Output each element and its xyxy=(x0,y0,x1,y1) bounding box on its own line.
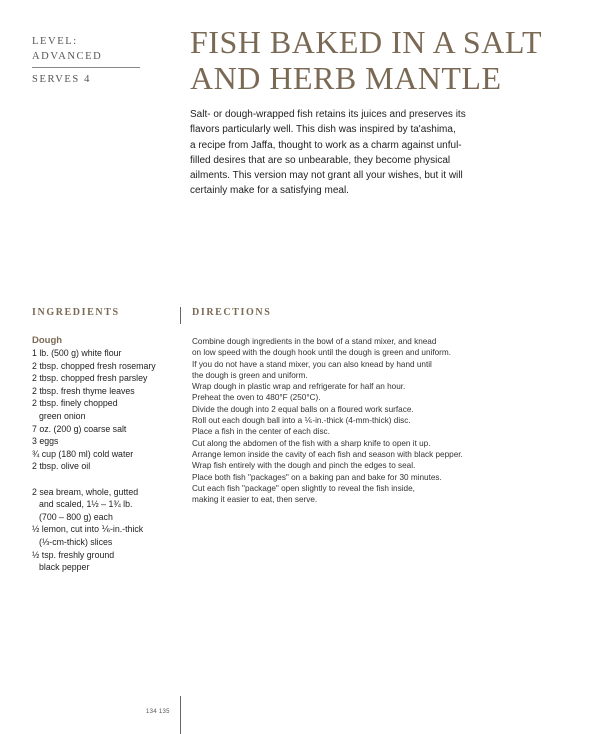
ingredients-heading: INGREDIENTS xyxy=(32,307,120,318)
ingredient-item: 1 lb. (500 g) white flour xyxy=(32,348,122,358)
direction-line: Wrap dough in plastic wrap and refrigerate for half an hour. xyxy=(192,382,406,392)
direction-line: Preheat the oven to 480°F (250°C). xyxy=(192,393,321,403)
intro-line: flavors particularly well. This dish was inspired by ta'ashima, xyxy=(190,124,456,136)
intro-paragraph xyxy=(190,107,508,199)
direction-line: the dough is green and uniform. xyxy=(192,370,308,380)
ingredient-spacer xyxy=(32,473,177,486)
footer-divider xyxy=(180,696,181,734)
direction-line: Place both fish "packages" on a baking pan and bake for 30 minutes. xyxy=(192,472,442,482)
direction-line: making it easier to eat, then serve. xyxy=(192,495,318,505)
recipe-meta xyxy=(32,34,140,90)
intro-line: filled desires that are so unbearable, they become physical xyxy=(190,154,451,166)
page-numbers: 134 135 xyxy=(146,709,170,715)
ingredient-item: (⅓-cm-thick) slices xyxy=(39,536,113,547)
direction-line: Cut along the abdomen of the fish with a sharp knife to open it up. xyxy=(192,438,431,448)
direction-line: Place a fish in the center of each disc. xyxy=(192,427,330,437)
direction-line: Divide the dough into 2 equal balls on a floured work surface. xyxy=(192,404,414,414)
intro-line: certainly make for a satisfying meal. xyxy=(190,185,349,197)
direction-line: Arrange lemon inside the cavity of each fish and season with black pepper. xyxy=(192,449,463,459)
ingredient-item: 2 tbsp. chopped fresh rosemary xyxy=(32,360,156,371)
ingredient-item: 2 tbsp. olive oil xyxy=(32,461,91,472)
ingredient-item: and scaled, 1½ – 1¾ lb. xyxy=(39,499,133,510)
ingredient-item: 3 eggs xyxy=(32,436,59,447)
ingredient-item: 2 tbsp. chopped fresh parsley xyxy=(32,373,148,384)
ingredient-item: 2 tbsp. finely chopped xyxy=(32,398,118,409)
serves-label: SERVES 4 xyxy=(32,74,91,85)
intro-line: a recipe from Jaffa, thought to work as a charm against unful- xyxy=(190,139,462,151)
directions-heading: DIRECTIONS xyxy=(192,307,272,318)
ingredient-item: ½ tsp. freshly ground xyxy=(32,549,115,560)
ingredient-item: 2 tbsp. fresh thyme leaves xyxy=(32,385,135,396)
direction-line: Roll out each dough ball into a ⅙-in.-thick (4-mm-thick) disc. xyxy=(192,416,411,426)
level-label: LEVEL: ADVANCED xyxy=(32,34,140,68)
ingredient-item: black pepper xyxy=(39,562,90,573)
intro-line: ailments. This version may not grant all your wishes, but it will xyxy=(190,170,463,182)
ingredient-item: ½ lemon, cut into ⅙-in.-thick xyxy=(32,524,144,535)
direction-line: on low speed with the dough hook until the dough is green and uniform. xyxy=(192,348,451,358)
ingredient-item: green onion xyxy=(39,410,86,421)
recipe-title: FISH BAKED IN A SALT AND HERB MANTLE xyxy=(190,24,542,96)
direction-line: Combine dough ingredients in the bowl of a stand mixer, and knead xyxy=(192,337,437,346)
directions-list xyxy=(192,336,532,505)
ingredient-item: (700 – 800 g) each xyxy=(39,511,113,522)
direction-line: Wrap fish entirely with the dough and pinch the edges to seal. xyxy=(192,461,416,471)
direction-line: If you do not have a stand mixer, you can also knead by hand until xyxy=(192,359,432,369)
ingredient-group-title: Dough xyxy=(32,335,63,346)
ingredient-item: ¾ cup (180 ml) cold water xyxy=(32,448,134,459)
ingredients-list xyxy=(32,334,177,574)
ingredient-item: 2 sea bream, whole, gutted xyxy=(32,486,139,497)
ingredient-item: 7 oz. (200 g) coarse salt xyxy=(32,423,127,434)
intro-line: Salt- or dough-wrapped fish retains its juices and preserves its xyxy=(190,109,466,120)
direction-line: Cut each fish "package" open slightly to reveal the fish inside, xyxy=(192,483,415,493)
column-divider xyxy=(180,307,181,324)
